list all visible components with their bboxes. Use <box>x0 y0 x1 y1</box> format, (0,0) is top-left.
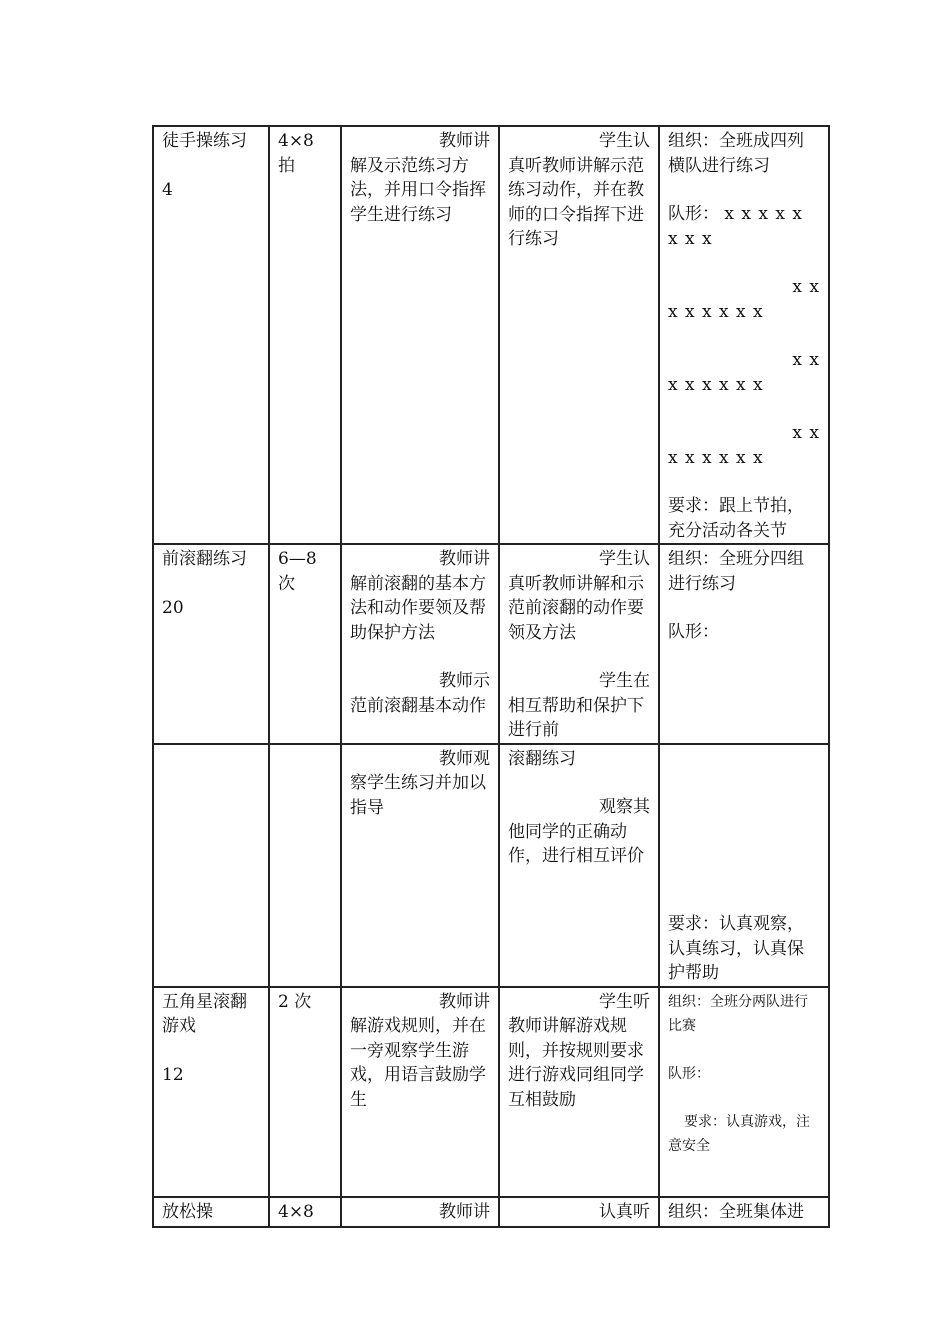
teacher-line-start: 教师讲 <box>439 991 490 1012</box>
student-line-start: 学生认 <box>599 131 650 151</box>
organization-cell <box>659 126 829 544</box>
student-text: 真听教师讲解示范练习动作，并在教师的口令指挥下进行练习 <box>508 155 644 249</box>
formation-marks: x x x x x x <box>668 447 764 468</box>
teacher-cell <box>341 1197 499 1227</box>
teacher-text: 解前滚翻的基本方法和动作要领及帮助保护方法 <box>350 573 486 643</box>
amount-cell <box>269 987 341 1197</box>
amount-line: 6—8 <box>278 549 317 569</box>
table-row <box>153 1197 829 1227</box>
teacher-line-start: 教师讲 <box>439 549 490 569</box>
student-text: 真听教师讲解和示范前滚翻的动作要领及方法 <box>508 573 644 643</box>
organization-text: 组织：全班集体进 <box>668 1201 804 1222</box>
organization-text: 组织：全班成四列横队进行练习 <box>668 131 804 176</box>
formation-marks: x x x x x x <box>668 301 764 322</box>
formation-marks: x x <box>792 423 820 443</box>
student-line-start: 学生在 <box>599 671 650 691</box>
table-row <box>153 744 829 987</box>
activity-name: 前滚翻练习 <box>162 549 247 569</box>
student-cell <box>499 544 659 744</box>
teacher-line-start: 教师示 <box>439 671 490 691</box>
formation-label: 队形： <box>668 622 719 642</box>
formation-marks: x x <box>792 277 820 297</box>
activity-minutes: 20 <box>162 597 184 618</box>
formation-marks: x x x <box>668 228 713 249</box>
activity-name: 徒手操练习 <box>162 131 247 151</box>
teacher-cell <box>341 544 499 744</box>
teacher-text: 解游戏规则，并在一旁观察学生游戏，用语言鼓励学生 <box>350 1016 486 1110</box>
teacher-line-start: 教师讲 <box>439 131 490 151</box>
student-text: 他同学的正确动作，进行相互评价 <box>508 821 644 866</box>
requirement-text: 要求：认真游戏，注意安全 <box>668 1113 810 1154</box>
teacher-cell <box>341 987 499 1197</box>
student-text: 教师讲解游戏规则，并按规则要求进行游戏同组同学互相鼓励 <box>508 1016 644 1110</box>
formation-marks: x x x x x <box>724 204 803 224</box>
teacher-text: 范前滚翻基本动作 <box>350 695 486 716</box>
student-cell <box>499 1197 659 1227</box>
formation-label: 队形： <box>668 1065 710 1082</box>
organization-text: 组织：全班分两队进行比赛 <box>668 993 808 1034</box>
amount-cell <box>269 1197 341 1227</box>
student-text: 相互帮助和保护下进行前 <box>508 695 644 740</box>
teacher-cell <box>341 744 499 987</box>
formation-marks: x x x x x x <box>668 374 764 395</box>
student-line-start: 认真听 <box>599 1201 650 1222</box>
amount-line: 拍 <box>278 155 295 176</box>
activity-cell <box>153 987 269 1197</box>
organization-cell <box>659 744 829 987</box>
activity-cell <box>153 1197 269 1227</box>
amount-line: 4×8 <box>278 131 314 151</box>
teacher-text: 察学生练习并加以指导 <box>350 773 486 818</box>
student-cell <box>499 126 659 544</box>
requirement-text: 要求：跟上节拍，充分活动各关节 <box>668 496 804 541</box>
student-line-start: 学生认 <box>599 549 650 569</box>
table-row <box>153 544 829 744</box>
organization-text: 组织：全班分四组进行练习 <box>668 549 804 594</box>
organization-cell <box>659 544 829 744</box>
teacher-line-start: 教师讲 <box>439 1201 490 1222</box>
organization-cell <box>659 987 829 1197</box>
amount-cell <box>269 544 341 744</box>
activity-cell <box>153 744 269 987</box>
amount-line: 4×8 <box>278 1201 314 1222</box>
activity-cell <box>153 126 269 544</box>
student-line-start: 观察其 <box>599 797 650 817</box>
table-row <box>153 126 829 544</box>
organization-cell <box>659 1197 829 1227</box>
student-cell <box>499 987 659 1197</box>
table-row <box>153 987 829 1197</box>
student-line-start: 学生听 <box>599 991 650 1012</box>
formation-marks: x x <box>792 350 820 370</box>
teacher-cell <box>341 126 499 544</box>
requirement-text: 要求：认真观察，认真练习，认真保护帮助 <box>668 914 804 983</box>
lesson-plan-table <box>152 125 830 1228</box>
teacher-text: 解及示范练习方法，并用口令指挥学生进行练习 <box>350 155 486 225</box>
amount-cell <box>269 744 341 987</box>
activity-minutes: 4 <box>162 179 173 200</box>
amount-line: 次 <box>278 573 295 594</box>
student-cell <box>499 744 659 987</box>
activity-minutes: 12 <box>162 1064 184 1085</box>
teacher-line-start: 教师观 <box>439 748 490 769</box>
activity-name: 五角星滚翻游戏 <box>162 991 247 1036</box>
formation-label: 队形： x x x x x <box>668 204 803 224</box>
activity-name: 放松操 <box>162 1201 213 1222</box>
amount-line: 2 次 <box>278 991 312 1012</box>
student-text: 滚翻练习 <box>508 748 576 769</box>
activity-cell <box>153 544 269 744</box>
amount-cell <box>269 126 341 544</box>
